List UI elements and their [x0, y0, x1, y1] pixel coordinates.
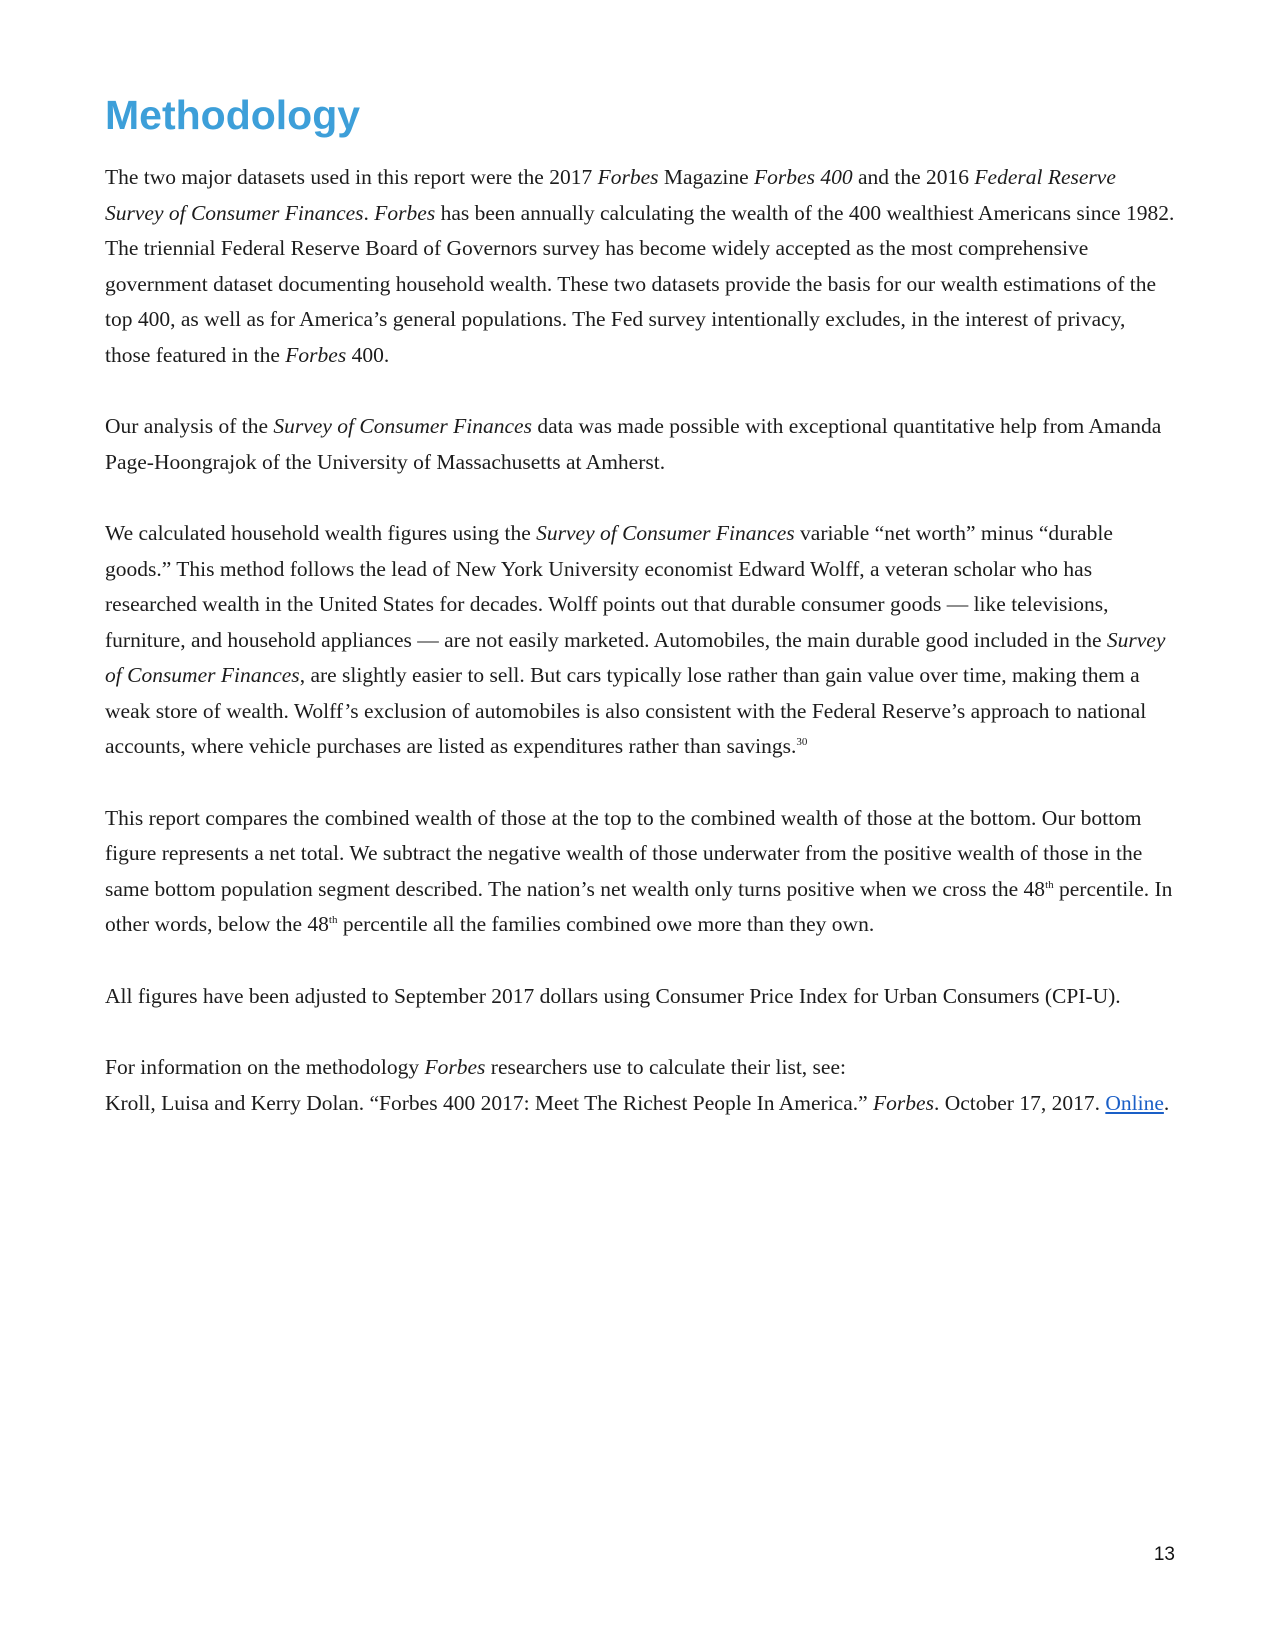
text: and the 2016	[852, 165, 975, 189]
document-page	[105, 88, 1175, 1121]
italic-text: Forbes	[424, 1055, 486, 1079]
ordinal-suffix: th	[328, 913, 338, 926]
citation-text: Kroll, Luisa and Kerry Dolan. “Forbes 400 2017: Meet The Richest People In America.”	[105, 1090, 874, 1115]
text: .	[363, 200, 375, 225]
italic-text: Forbes	[374, 200, 436, 225]
paragraph-acknowledgement	[105, 409, 1175, 480]
page-number: 13	[1153, 1544, 1175, 1565]
text: researchers use to calculate their list, see:	[485, 1055, 846, 1079]
text: data was made possible with exceptional quantitative help from Amanda Page-Hoongrajok of the University of Massachusetts at Amherst.	[105, 414, 1162, 474]
italic-text: Survey of Consumer Finances	[273, 414, 532, 438]
text: percentile all the families combined owe more than they own.	[337, 912, 875, 936]
paragraph-forbes-methodology	[105, 1050, 1175, 1121]
ordinal-suffix: th	[1045, 878, 1054, 891]
paragraph-inflation-adjustment: All figures have been adjusted to September 2017 dollars using Consumer Price Index for Urban Consumers (CPI-U).	[105, 983, 1121, 1008]
italic-text: Survey of Consumer Finances	[536, 521, 795, 545]
text: We calculated household wealth figures using the	[105, 521, 537, 545]
text: The two major datasets used in this report were the 2017	[105, 165, 598, 189]
italic-text: Federal Reserve Survey of Consumer Finances	[105, 165, 1116, 225]
text: Our analysis of the	[105, 414, 274, 438]
text: 400.	[346, 342, 390, 367]
italic-text: Forbes	[285, 342, 347, 367]
italic-text: Forbes 400	[754, 165, 853, 189]
italic-text: Forbes	[597, 165, 659, 189]
paragraph-datasets	[105, 160, 1175, 373]
online-link[interactable]: Online	[1105, 1090, 1164, 1115]
italic-text: Survey of Consumer Finances	[105, 627, 1166, 687]
paragraph-wealth-calculation	[105, 516, 1175, 765]
text: , are slightly easier to sell. But cars typically lose rather than gain value over time, making them a weak store of wealth. Wolff’s exclusion of automobiles is also consistent with the Federal Reserve’s approach to national accounts, where vehicle purchases are listed as expenditures rather than savings.	[105, 663, 1147, 758]
text: For information on the methodology	[105, 1055, 425, 1079]
page-title: Methodology	[105, 92, 361, 138]
text: percentile. In other words, below the 48	[105, 876, 1173, 936]
italic-text: Forbes	[873, 1090, 934, 1115]
paragraph-comparison	[105, 801, 1175, 943]
text: . October 17, 2017.	[933, 1090, 1106, 1115]
footnote-marker: 30	[796, 735, 808, 748]
text: .	[1163, 1090, 1170, 1115]
text: This report compares the combined wealth of those at the top to the combined wealth of those at the bottom. Our bottom figure represents a net total. We subtract the negative wealth of those underwater from the positive wealth of those in the same bottom population segment described. The nation’s net wealth only turns positive when we cross the 48	[105, 805, 1143, 901]
text: variable “net worth” minus “durable goods.” This method follows the lead of New York University economist Edward Wolff, a veteran scholar who has researched wealth in the United States for decades. Wolff points out that durable consumer goods — like televisions, furniture, and household appliances — are not easily marketed. Automobiles, the main durable good included in the	[105, 521, 1113, 652]
text: has been annually calculating the wealth of the 400 wealthiest Americans since 1982. The triennial Federal Reserve Board of Governors survey has become widely accepted as the most comprehensive government dataset documenting household wealth. These two datasets provide the basis for our wealth estimations of the top 400, as well as for America’s general populations. The Fed survey intentionally excludes, in the interest of privacy, those featured in the	[105, 200, 1175, 367]
text: Magazine	[658, 165, 755, 189]
